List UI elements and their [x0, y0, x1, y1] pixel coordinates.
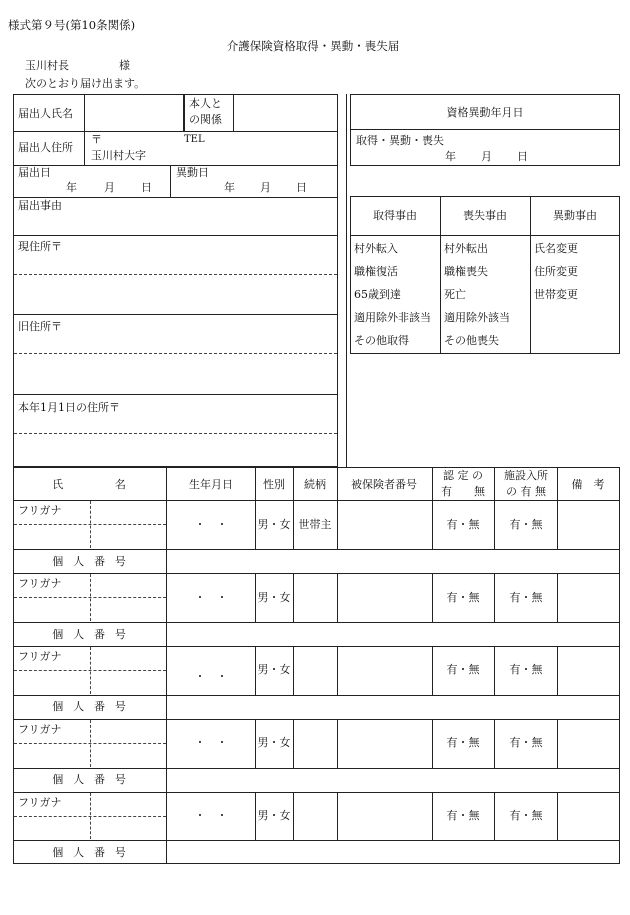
personal-number-field[interactable]	[167, 696, 619, 718]
addressee: 玉川村長	[25, 59, 69, 72]
jan1-address-label: 本年1月1日の住所〒	[18, 401, 120, 414]
sex-select[interactable]: 男・女	[257, 518, 291, 531]
loss-item[interactable]: 村外転出	[444, 242, 488, 255]
acquisition-item[interactable]: 65歳到達	[354, 288, 401, 301]
acquisition-header: 取得事由	[373, 209, 417, 222]
insured-number-field[interactable]	[338, 793, 431, 839]
facility-select[interactable]: 有・無	[509, 736, 543, 749]
change-panel-month: 月	[481, 150, 492, 163]
sex-select[interactable]: 男・女	[257, 736, 291, 749]
th-facility-1: 施設入所	[504, 469, 548, 482]
th-certification-2: 有 無	[441, 485, 485, 498]
sex-select[interactable]: 男・女	[257, 663, 291, 676]
furigana-label: フリガナ	[18, 723, 62, 736]
personal-number-field[interactable]	[167, 623, 619, 645]
relationship-field[interactable]	[294, 720, 336, 767]
birthdate-field[interactable]: ・ ・	[194, 809, 228, 822]
th-relationship: 続柄	[304, 478, 326, 491]
jan1-address-field[interactable]	[14, 414, 337, 464]
personal-number-label: 個人番号	[52, 773, 136, 786]
insured-number-field[interactable]	[338, 501, 431, 548]
certification-select[interactable]: 有・無	[446, 809, 480, 822]
acquisition-item[interactable]: 職権復活	[354, 265, 398, 278]
relationship-field[interactable]	[294, 793, 336, 839]
insured-number-field[interactable]	[338, 720, 431, 767]
th-sex: 性別	[263, 478, 285, 491]
change-item[interactable]: 世帯変更	[534, 288, 578, 301]
divider-line	[346, 94, 347, 467]
facility-select[interactable]: 有・無	[509, 518, 543, 531]
acquisition-item[interactable]: 村外転入	[354, 242, 398, 255]
relation-field[interactable]	[234, 95, 337, 130]
insured-number-field[interactable]	[338, 574, 431, 621]
sex-select[interactable]: 男・女	[257, 809, 291, 822]
relation-label-1: 本人と	[189, 97, 222, 110]
filing-date-label: 届出日	[18, 166, 51, 179]
certification-select[interactable]: 有・無	[446, 518, 480, 531]
personal-number-field[interactable]	[167, 769, 619, 791]
honorific: 様	[119, 59, 130, 72]
personal-number-label: 個人番号	[52, 555, 136, 568]
reason-label: 届出事由	[18, 199, 62, 212]
change-date-label: 異動日	[176, 166, 209, 179]
loss-item[interactable]: 適用除外該当	[444, 311, 510, 324]
change-date-field[interactable]	[171, 166, 337, 196]
birthdate-field[interactable]: ・ ・	[194, 591, 228, 604]
th-remarks: 備 考	[571, 478, 605, 491]
furigana-label: フリガナ	[18, 650, 62, 663]
sex-select[interactable]: 男・女	[257, 591, 291, 604]
facility-select[interactable]: 有・無	[509, 663, 543, 676]
personal-number-label: 個人番号	[52, 700, 136, 713]
postal-mark: 〒	[91, 133, 102, 146]
intro-text: 次のとおり届け出ます。	[25, 77, 146, 90]
loss-item[interactable]: 死亡	[444, 288, 466, 301]
loss-item[interactable]: 職権喪失	[444, 265, 488, 278]
applicant-address-label: 届出人住所	[18, 141, 73, 154]
birthdate-field[interactable]: ・ ・	[194, 670, 228, 683]
certification-select[interactable]: 有・無	[446, 736, 480, 749]
th-insured-number: 被保険者番号	[351, 478, 417, 491]
change-panel-day: 日	[517, 150, 528, 163]
change-date-header: 資格異動年月日	[446, 106, 524, 119]
change-day-unit: 日	[296, 181, 307, 194]
th-certification-1: 認 定 の	[443, 469, 483, 482]
change-month-unit: 月	[260, 181, 271, 194]
acquisition-item[interactable]: その他取得	[354, 334, 409, 347]
th-facility-2: の 有 無	[506, 485, 546, 498]
name-field[interactable]	[91, 501, 165, 548]
form-number: 様式第９号(第10条関係)	[8, 18, 136, 32]
change-panel-year: 年	[445, 150, 456, 163]
filing-year-unit: 年	[66, 181, 77, 194]
loss-item[interactable]: その他喪失	[444, 334, 499, 347]
birthdate-field[interactable]: ・ ・	[194, 518, 228, 531]
acquisition-item[interactable]: 適用除外非該当	[354, 311, 431, 324]
tel-label: TEL	[184, 134, 205, 145]
filing-date-field[interactable]	[14, 166, 169, 196]
relationship-value: 世帯主	[298, 518, 332, 531]
th-birthdate: 生年月日	[189, 478, 233, 491]
current-address-field[interactable]	[14, 252, 337, 312]
filing-month-unit: 月	[104, 181, 115, 194]
certification-select[interactable]: 有・無	[446, 591, 480, 604]
change-year-unit: 年	[224, 181, 235, 194]
facility-select[interactable]: 有・無	[509, 591, 543, 604]
applicant-address-field[interactable]	[85, 132, 337, 164]
change-header: 異動事由	[553, 209, 597, 222]
relationship-field[interactable]	[294, 574, 336, 621]
personal-number-field[interactable]	[167, 550, 619, 572]
previous-address-label: 旧住所〒	[18, 320, 62, 333]
personal-number-label: 個人番号	[52, 628, 136, 641]
furigana-label: フリガナ	[18, 504, 62, 517]
furigana-label: フリガナ	[18, 577, 62, 590]
previous-address-field[interactable]	[14, 333, 337, 392]
certification-select[interactable]: 有・無	[446, 663, 480, 676]
insured-number-field[interactable]	[338, 647, 431, 694]
change-item[interactable]: 住所変更	[534, 265, 578, 278]
personal-number-field[interactable]	[167, 841, 619, 863]
name-field[interactable]	[91, 574, 165, 621]
name-field[interactable]	[91, 720, 165, 767]
filing-day-unit: 日	[141, 181, 152, 194]
birthdate-field[interactable]: ・ ・	[194, 736, 228, 749]
personal-number-label: 個人番号	[52, 846, 136, 859]
name-field[interactable]	[91, 793, 165, 839]
furigana-label: フリガナ	[18, 796, 62, 809]
change-date-field-label: 取得・異動・喪失	[356, 134, 444, 147]
current-address-label: 現住所〒	[18, 240, 62, 253]
reason-field[interactable]	[14, 213, 337, 233]
applicant-name-field[interactable]	[84, 94, 184, 131]
th-name: 氏 名	[52, 478, 136, 491]
relationship-field[interactable]	[294, 647, 336, 694]
name-field[interactable]	[91, 647, 165, 694]
applicant-name-label: 届出人氏名	[18, 107, 73, 120]
facility-select[interactable]: 有・無	[509, 809, 543, 822]
applicant-address-value: 玉川村大字	[91, 149, 146, 162]
form-title: 介護保険資格取得・異動・喪失届	[226, 39, 400, 53]
change-item[interactable]: 氏名変更	[534, 242, 578, 255]
loss-header: 喪失事由	[463, 209, 507, 222]
relation-label-2: の関係	[189, 113, 222, 126]
